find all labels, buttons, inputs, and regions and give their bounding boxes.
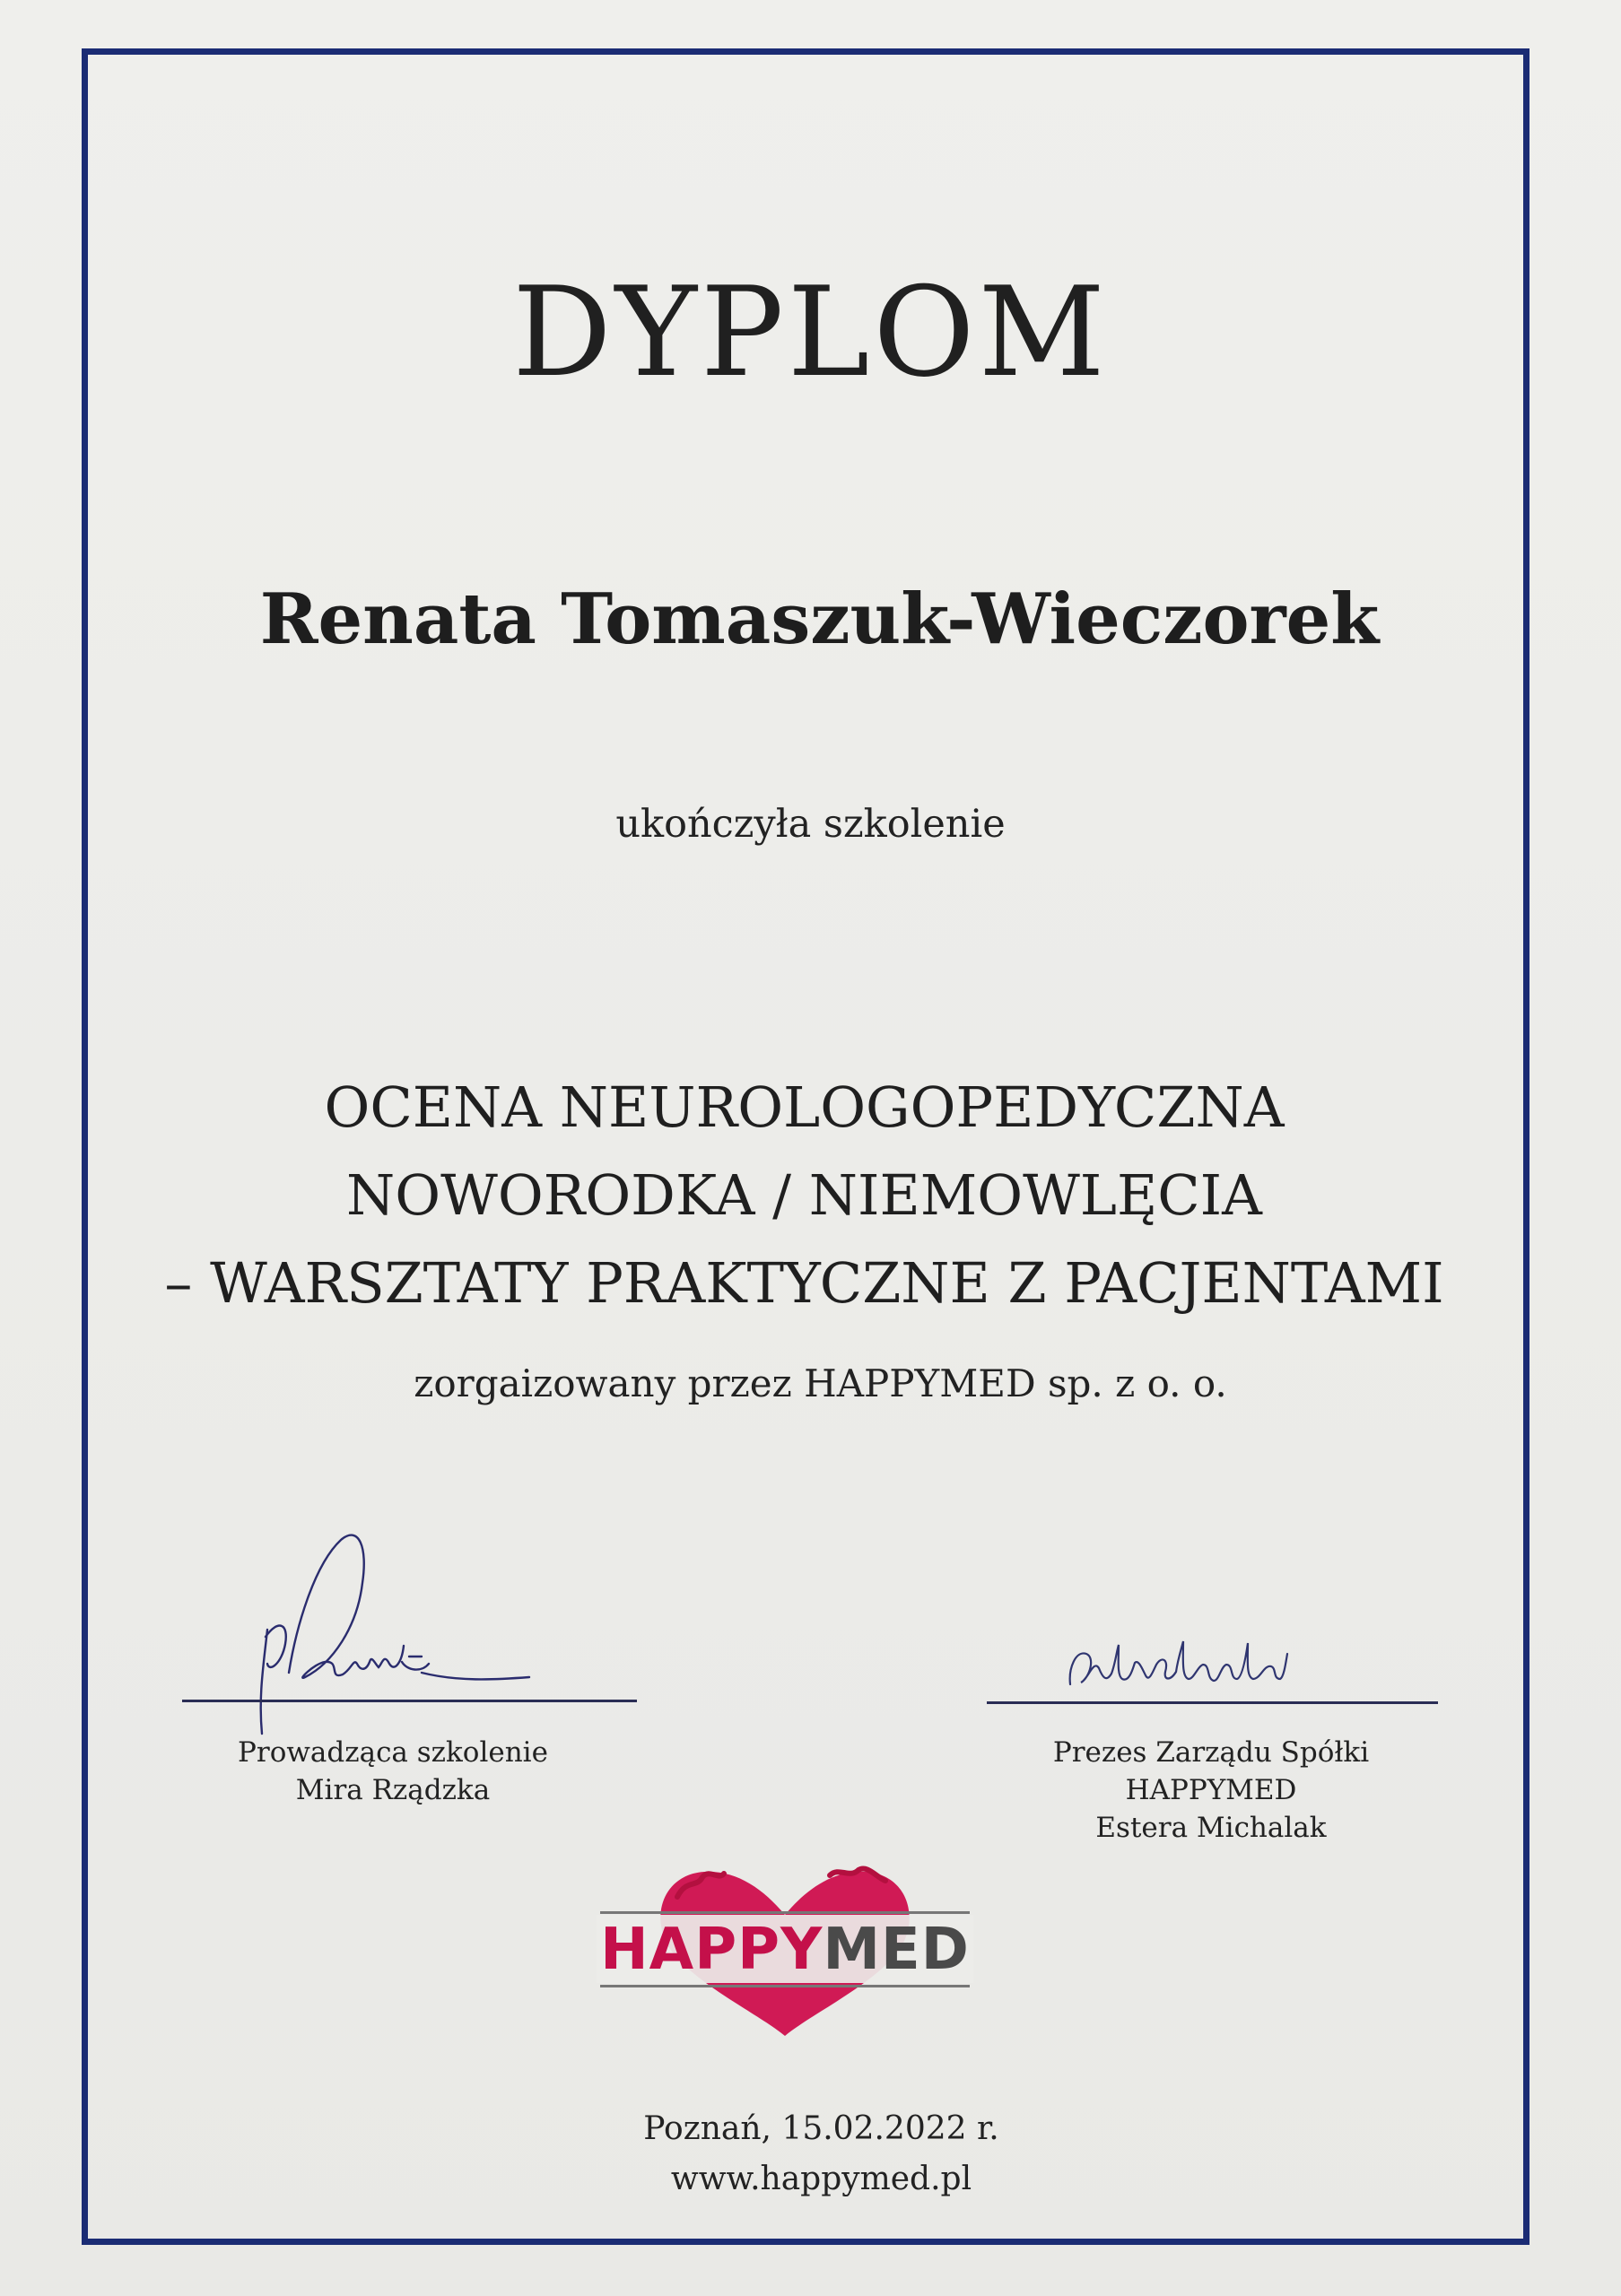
completion-text: ukończyła szkolenie <box>615 802 1006 847</box>
course-title-line: OCENA NEUROLOGOPEDYCZNA <box>324 1074 1285 1140</box>
logo-word-happy: HAPPY <box>600 1917 824 1983</box>
signer-company: HAPPYMED <box>1125 1774 1297 1806</box>
signature-left <box>242 1529 538 1735</box>
signature-caption-left <box>182 1734 604 1809</box>
logo-rule-bottom <box>600 1985 970 1987</box>
signer-name: Mira Rządzka <box>295 1774 491 1806</box>
logo-word-med: MED <box>823 1917 970 1983</box>
organizer-text: zorgaizowany przez HAPPYMED sp. z o. o. <box>414 1361 1227 1405</box>
footer <box>11 2104 1621 2205</box>
signature-caption-right <box>996 1734 1426 1847</box>
course-title-line: NOWORODKA / NIEMOWLĘCIA <box>346 1162 1262 1228</box>
place-date: Poznań, 15.02.2022 r. <box>643 2110 999 2147</box>
signer-name: Estera Michalak <box>1095 1812 1327 1844</box>
recipient-name: Renata Tomaszuk-Wieczorek <box>259 578 1380 660</box>
website: www.happymed.pl <box>670 2161 972 2197</box>
signer-role: Prowadząca szkolenie <box>238 1736 548 1769</box>
course-title-line: – WARSZTATY PRAKTYCZNE Z PACJENTAMI <box>164 1250 1444 1316</box>
course-title <box>0 1064 1615 1327</box>
logo-rule-top <box>600 1911 970 1914</box>
happymed-logo <box>597 1861 973 2040</box>
signer-role: Prezes Zarządu Spółki <box>1052 1736 1370 1769</box>
logo-wordmark <box>597 1917 973 1983</box>
signature-line-left <box>182 1700 637 1702</box>
diploma-title: DYPLOM <box>512 260 1109 404</box>
signature-right <box>1063 1632 1305 1704</box>
signature-line-right <box>987 1701 1438 1704</box>
